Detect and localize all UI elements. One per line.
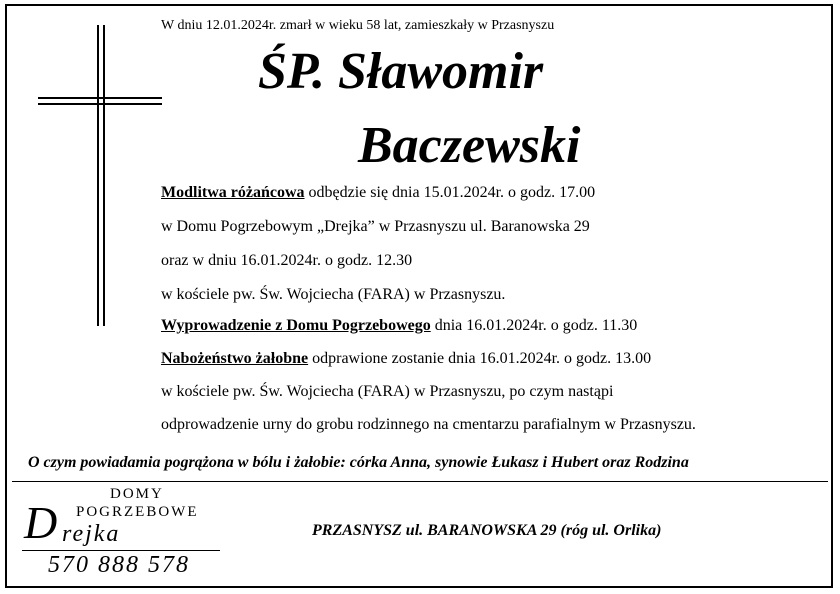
ceremony-line	[161, 253, 412, 269]
logo-top-text: DOMY	[110, 486, 164, 502]
ceremony-line	[161, 417, 696, 433]
mourners-text: O czym powiadamia pogrążona w bólu i żałobie: córka Anna, synowie Łukasz i Hubert oraz Rodzina	[28, 454, 689, 471]
line-text: w kościele pw. Św. Wojciecha (FARA) w Przasnyszu.	[161, 286, 506, 303]
ceremony-line	[161, 287, 505, 303]
deceased-first-name: ŚP. Sławomir	[258, 43, 544, 100]
line-text: odprawione zostanie dnia 16.01.2024r. o godz. 13.00	[308, 350, 652, 367]
ceremony-line	[161, 384, 613, 400]
cross-vertical-bar	[103, 25, 105, 326]
deceased-last-name: Baczewski	[358, 117, 581, 174]
address-text: PRZASNYSZ ul. BARANOWSKA 29 (róg ul. Orlika)	[312, 522, 662, 539]
ceremony-line	[161, 219, 590, 235]
logo-divider	[22, 550, 220, 551]
ceremony-line	[161, 185, 595, 201]
line-text: oraz w dniu 16.01.2024r. o godz. 12.30	[161, 252, 413, 269]
intro-text: W dniu 12.01.2024r. zmarł w wieku 58 lat, zamieszkały w Przasnyszu	[161, 18, 555, 33]
line-text: dnia 16.01.2024r. o godz. 11.30	[430, 317, 638, 334]
logo-name: rejka	[62, 521, 121, 547]
line-text: odprowadzenie urny do grobu rodzinnego na cmentarzu parafialnym w Przasnyszu.	[161, 416, 696, 433]
phone-number: 570 888 578	[48, 552, 190, 578]
line-text: w Domu Pogrzebowym „Drejka” w Przasnyszu ul. Baranowska 29	[161, 218, 590, 235]
footer-divider	[12, 481, 828, 482]
cross-vertical-bar	[97, 25, 99, 326]
line-heading: Nabożeństwo żałobne	[161, 350, 309, 367]
cross-horizontal-bar	[38, 103, 162, 105]
ceremony-line	[161, 351, 651, 367]
line-text: odbędzie się dnia 15.01.2024r. o godz. 17.00	[304, 184, 596, 201]
line-heading: Modlitwa różańcowa	[161, 184, 305, 201]
line-text: w kościele pw. Św. Wojciecha (FARA) w Przasnyszu, po czym nastąpi	[161, 383, 614, 400]
ceremony-line	[161, 318, 637, 334]
logo-initial: D	[24, 497, 58, 548]
cross-horizontal-bar	[38, 97, 162, 99]
logo-middle-text: POGRZEBOWE	[76, 504, 199, 520]
line-heading: Wyprowadzenie z Domu Pogrzebowego	[161, 317, 431, 334]
